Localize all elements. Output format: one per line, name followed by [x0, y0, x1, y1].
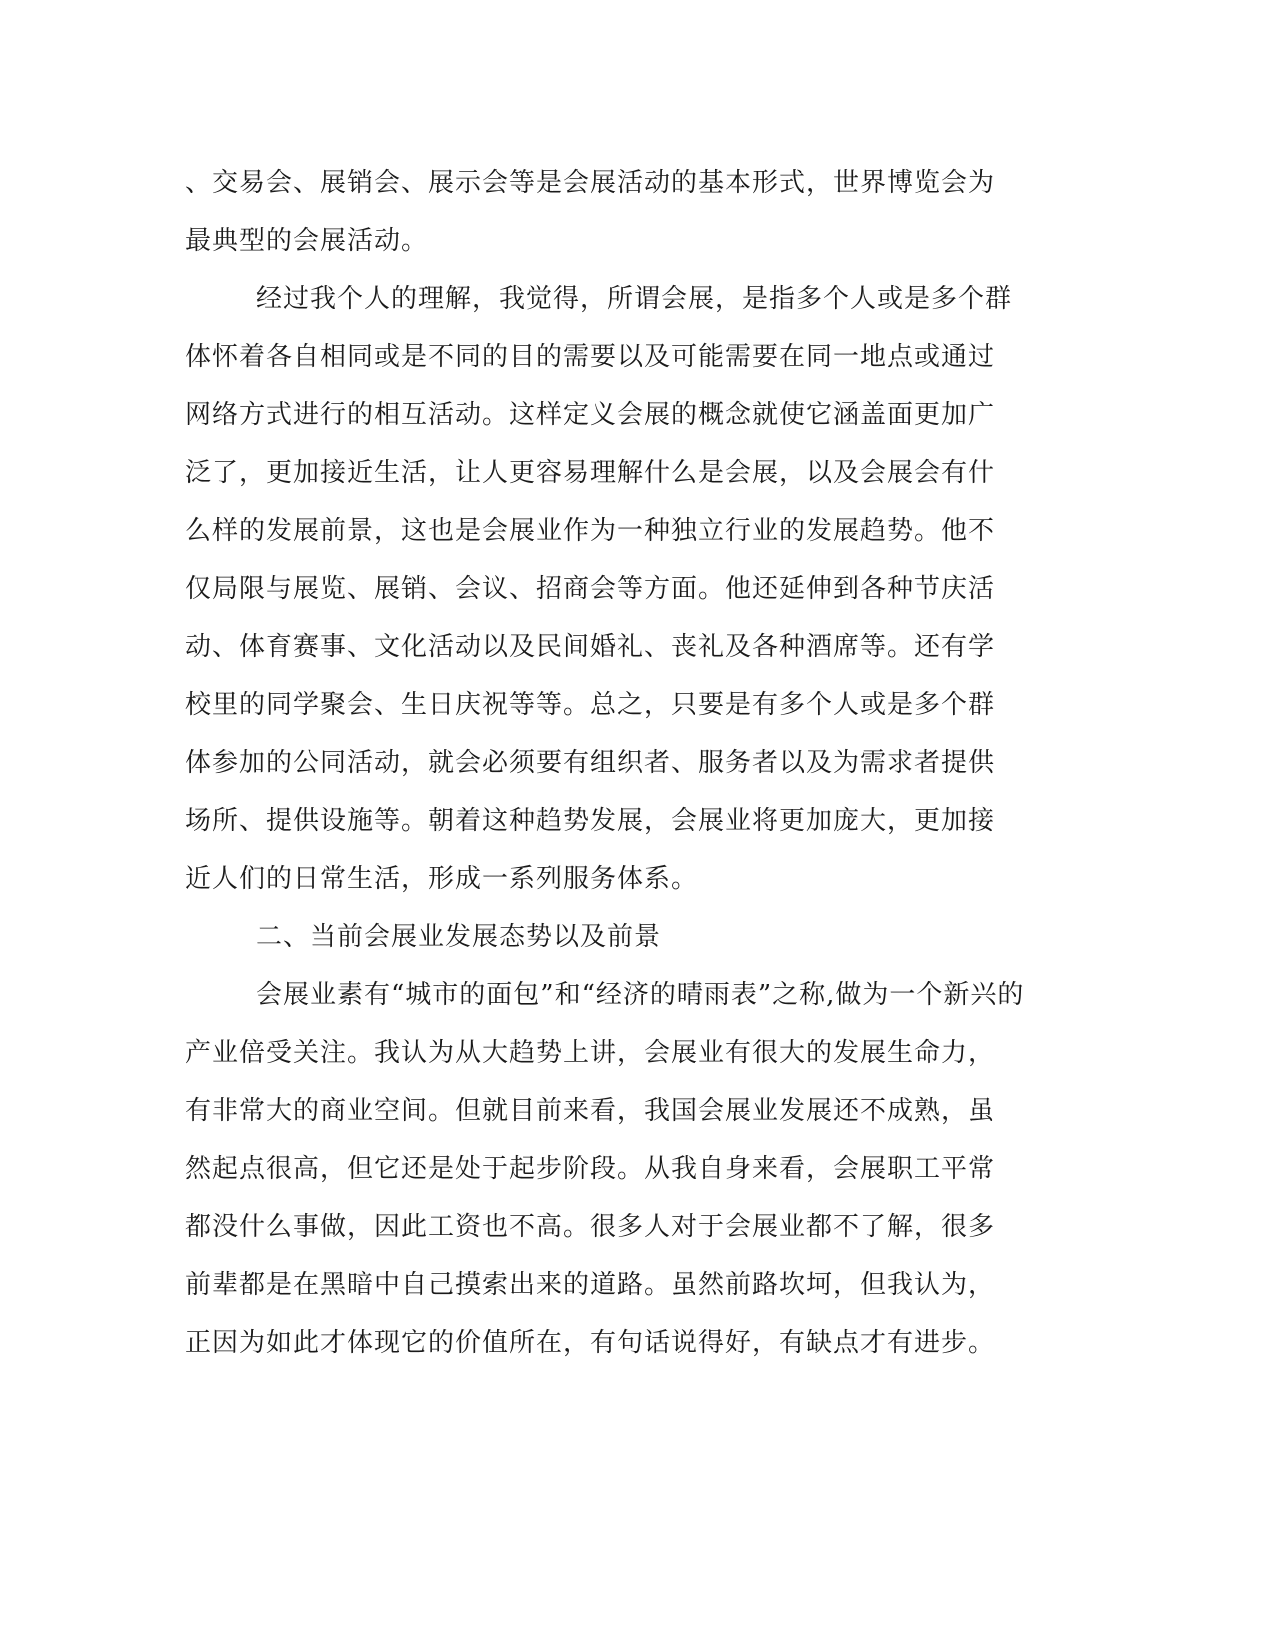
text-line: 体怀着各自相同或是不同的目的需要以及可能需要在同一地点或通过 [185, 342, 996, 372]
text-line: 动、体育赛事、文化活动以及民间婚礼、丧礼及各种酒席等。还有学 [185, 632, 996, 662]
section-heading: 二、当前会展业发展态势以及前景 [256, 922, 662, 952]
text-line: 体参加的公同活动，就会必须要有组织者、服务者以及为需求者提供 [185, 748, 996, 778]
text-line: 网络方式进行的相互活动。这样定义会展的概念就使它涵盖面更加广 [185, 400, 996, 430]
text-line: 产业倍受关注。我认为从大趋势上讲，会展业有很大的发展生命力， [185, 1038, 996, 1068]
text-line: 正因为如此才体现它的价值所在，有句话说得好，有缺点才有进步。 [185, 1328, 996, 1358]
text-line: 泛了，更加接近生活，让人更容易理解什么是会展，以及会展会有什 [185, 458, 996, 488]
text-line: 仅局限与展览、展销、会议、招商会等方面。他还延伸到各种节庆活 [185, 574, 996, 604]
text-line: 、交易会、展销会、展示会等是会展活动的基本形式，世界博览会为 [185, 168, 996, 198]
text-line: 有非常大的商业空间。但就目前来看，我国会展业发展还不成熟，虽 [185, 1096, 996, 1126]
text-line: 最典型的会展活动。 [185, 226, 429, 256]
paragraph-first-line: 会展业素有“城市的面包”和“经济的晴雨表”之称,做为一个新兴的 [256, 980, 1025, 1010]
text-line: 都没什么事做，因此工资也不高。很多人对于会展业都不了解，很多 [185, 1212, 996, 1242]
text-line: 校里的同学聚会、生日庆祝等等。总之，只要是有多个人或是多个群 [185, 690, 996, 720]
text-line: 么样的发展前景，这也是会展业作为一种独立行业的发展趋势。他不 [185, 516, 996, 546]
paragraph-first-line: 经过我个人的理解，我觉得，所谓会展，是指多个人或是多个群 [256, 284, 1013, 314]
text-line: 场所、提供设施等。朝着这种趋势发展，会展业将更加庞大，更加接 [185, 806, 996, 836]
text-line: 前辈都是在黑暗中自己摸索出来的道路。虽然前路坎坷，但我认为， [185, 1270, 996, 1300]
text-line: 近人们的日常生活，形成一系列服务体系。 [185, 864, 699, 894]
text-line: 然起点很高，但它还是处于起步阶段。从我自身来看，会展职工平常 [185, 1154, 996, 1184]
